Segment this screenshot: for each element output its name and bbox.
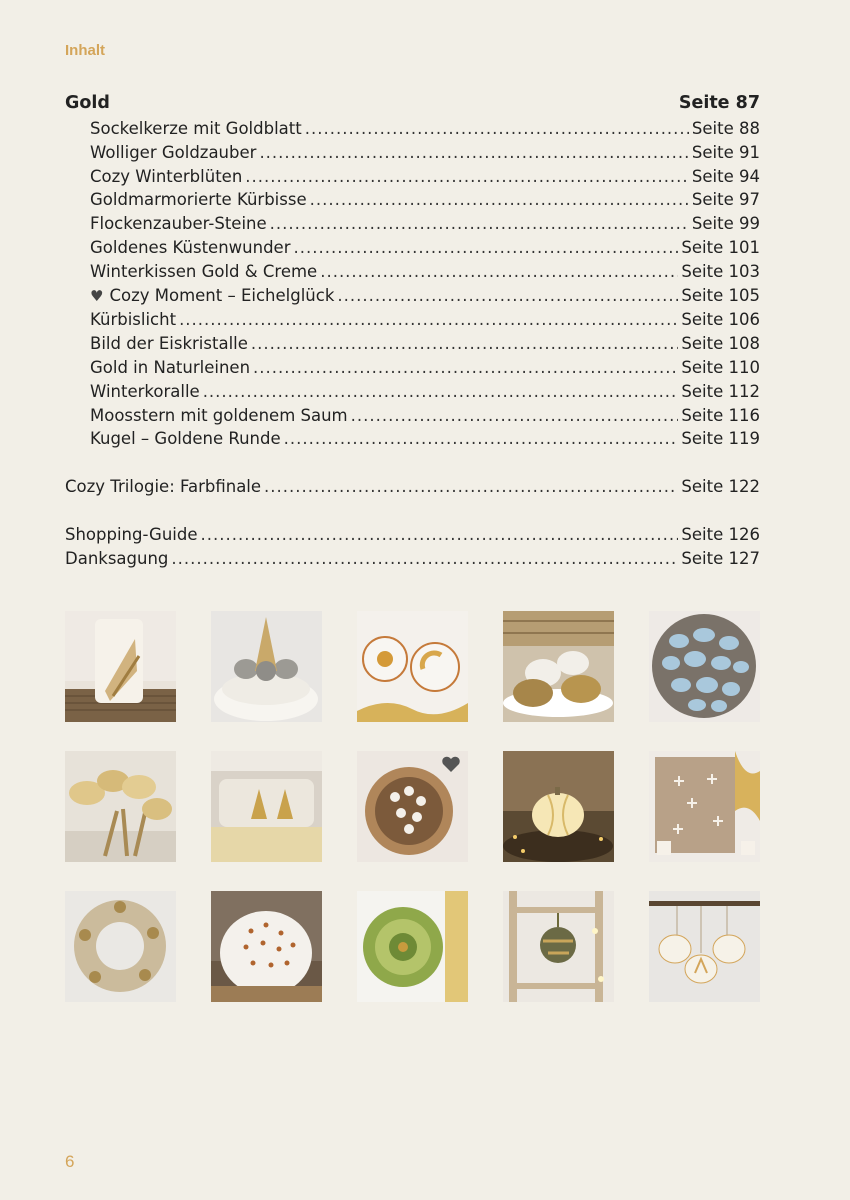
thumb-golden-ball[interactable]: [503, 891, 614, 1002]
toc-item-title: Kürbislicht: [90, 310, 177, 330]
thumb-golden-shells[interactable]: [649, 891, 760, 1002]
toc-item[interactable]: [65, 141, 760, 165]
toc-page-ref: Seite 91: [691, 142, 760, 162]
toc-leader: [270, 212, 689, 236]
toc-page-ref: Seite 88: [691, 119, 760, 138]
toc-leader: [203, 380, 679, 404]
toc-item[interactable]: [65, 404, 760, 428]
thumb-winter-cushion[interactable]: [211, 751, 322, 862]
thumb-winter-blossoms[interactable]: [357, 611, 468, 722]
toc-page-ref: Seite 87: [678, 93, 760, 113]
toc-entry-thanks[interactable]: [65, 547, 760, 571]
toc-page-ref: Seite 110: [681, 357, 760, 377]
toc-leader: [171, 547, 678, 571]
page-number: 6: [65, 1152, 75, 1171]
toc-item[interactable]: [65, 165, 760, 189]
section-header: Inhalt: [65, 42, 105, 59]
toc-item-title: Goldmarmorierte Kürbisse: [90, 190, 307, 210]
toc-leader: [179, 308, 678, 332]
toc-page-ref: Seite 126: [681, 524, 760, 544]
thumb-coastal-wonder[interactable]: [65, 751, 176, 862]
toc-item[interactable]: [65, 117, 760, 141]
toc-section-title: Gold: [65, 93, 110, 113]
heart-icon: ♥: [90, 286, 104, 305]
toc-leader: [310, 188, 689, 212]
toc-leader: [305, 117, 689, 141]
toc-item[interactable]: [65, 260, 760, 284]
toc-item-title: Cozy Moment – Eichelglück: [109, 285, 335, 305]
thumb-winter-coral[interactable]: [211, 891, 322, 1002]
toc-page-ref: Seite 112: [681, 381, 760, 401]
thumb-acorn-moment[interactable]: [357, 751, 468, 862]
toc-leader: [251, 332, 679, 356]
toc-item[interactable]: [65, 188, 760, 212]
toc-item-title: Shopping-Guide: [65, 524, 198, 544]
toc-item-title: Bild der Eiskristalle: [90, 334, 248, 354]
toc-item-title: Winterkoralle: [90, 381, 200, 401]
toc-leader: [294, 236, 679, 260]
thumb-linen-gold[interactable]: [65, 891, 176, 1002]
toc-leader: [320, 260, 678, 284]
toc-page-ref: Seite 119: [681, 429, 760, 449]
toc-item-title: Kugel – Goldene Runde: [90, 429, 281, 449]
toc-item-title: Gold in Naturleinen: [90, 357, 251, 377]
thumb-snowflake-stones[interactable]: [649, 611, 760, 722]
toc-item-title: Goldenes Küstenwunder: [90, 237, 291, 257]
toc-item[interactable]: [65, 332, 760, 356]
toc-item[interactable]: [65, 284, 760, 309]
toc-page-ref: Seite 101: [681, 237, 760, 257]
table-of-contents: [65, 90, 760, 571]
toc-leader: [351, 404, 679, 428]
toc-item[interactable]: [65, 427, 760, 451]
thumb-ice-crystals[interactable]: [649, 751, 760, 862]
toc-page-ref: Seite 116: [681, 405, 760, 425]
toc-item[interactable]: [65, 380, 760, 404]
toc-item[interactable]: [65, 212, 760, 236]
toc-leader: [253, 356, 678, 380]
thumb-candle-goldleaf[interactable]: [65, 611, 176, 722]
toc-leader: [337, 284, 678, 308]
toc-page-ref: Seite 99: [691, 214, 760, 234]
toc-page-ref: Seite 97: [691, 190, 760, 210]
toc-leader: [245, 165, 689, 189]
toc-entry-trilogy[interactable]: [65, 475, 760, 499]
toc-page-ref: Seite 106: [681, 310, 760, 330]
toc-item-title: Winterkissen Gold & Creme: [90, 261, 318, 281]
thumb-moss-star[interactable]: [357, 891, 468, 1002]
toc-page-ref: Seite 103: [681, 261, 760, 281]
toc-item-title: Wolliger Goldzauber: [90, 142, 257, 162]
toc-leader: [201, 523, 679, 547]
toc-item-title: Flockenzauber-Steine: [90, 214, 267, 234]
toc-page-ref: Seite 108: [681, 334, 760, 354]
toc-page-ref: Seite 122: [681, 477, 760, 497]
toc-item-title: Sockelkerze mit Goldblatt: [90, 119, 302, 138]
toc-item-title: Cozy Trilogie: Farbfinale: [65, 477, 262, 497]
toc-leader: [284, 427, 679, 451]
thumb-pumpkin-light[interactable]: [503, 751, 614, 862]
toc-item-title: Moosstern mit goldenem Saum: [90, 405, 348, 425]
thumb-marbled-pumpkins[interactable]: [503, 611, 614, 722]
toc-item[interactable]: [65, 356, 760, 380]
toc-section-gold[interactable]: [65, 90, 760, 117]
toc-entry-shopping-guide[interactable]: [65, 523, 760, 547]
toc-leader: [264, 475, 678, 499]
toc-page-ref: Seite 127: [681, 548, 760, 568]
toc-item[interactable]: [65, 308, 760, 332]
toc-leader: [259, 141, 688, 165]
toc-item-title: Cozy Winterblüten: [90, 166, 243, 186]
toc-page-ref: Seite 94: [691, 166, 760, 186]
toc-item[interactable]: [65, 236, 760, 260]
toc-page-ref: Seite 105: [681, 285, 760, 305]
toc-item-title: Danksagung: [65, 548, 169, 568]
thumb-wool-gold[interactable]: [211, 611, 322, 722]
